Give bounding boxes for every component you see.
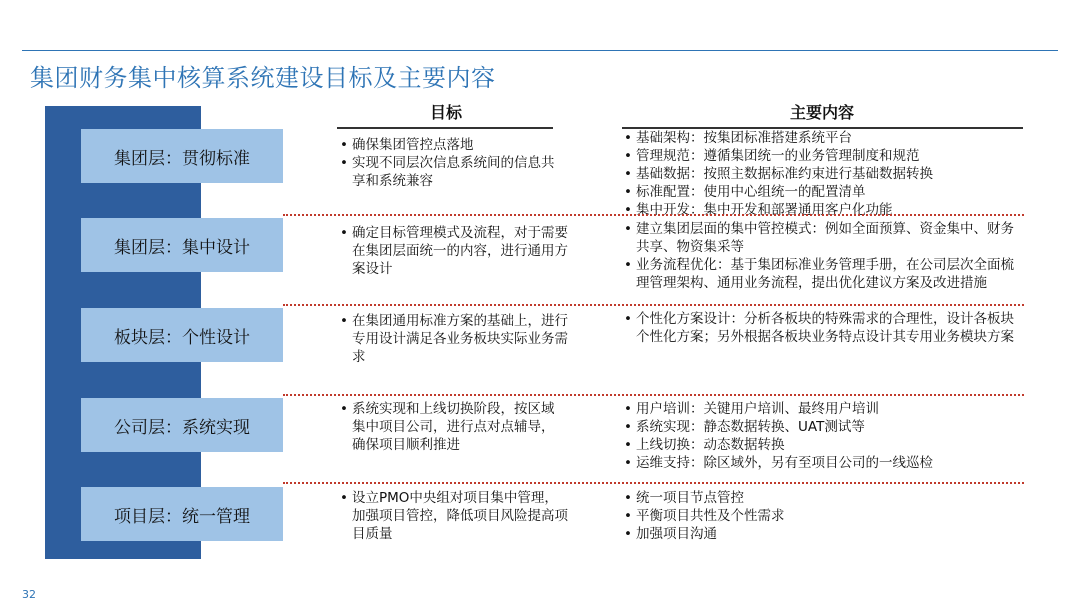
- page-title: 集团财务集中核算系统建设目标及主要内容: [30, 64, 496, 92]
- content-list: [622, 489, 1024, 543]
- list-item: • 设立PMO中央组对项目集中管理，加强项目管控，降低项目风险提高项目质量: [338, 489, 570, 543]
- content-list: [622, 129, 1024, 219]
- list-item: • 基础架构：按集团标准搭建系统平台: [622, 129, 1024, 147]
- goal-list: [338, 136, 558, 190]
- list-item: • 建立集团层面的集中管控模式：例如全面预算、资金集中、财务共享、物资集采等: [622, 220, 1024, 256]
- layer-box-group-standard: 集团层：贯彻标准: [81, 129, 283, 183]
- list-item: • 个性化方案设计：分析各板块的特殊需求的合理性，设计各板块个性化方案；另外根据各板块业务特点设计其专用业务模块方案: [622, 310, 1024, 346]
- goal-list: [338, 312, 570, 366]
- layer-box-company-implementation: 公司层：系统实现: [81, 398, 283, 452]
- list-item: • 基础数据：按照主数据标准约束进行基础数据转换: [622, 165, 1024, 183]
- layer-box-group-design: 集团层：集中设计: [81, 218, 283, 272]
- list-item: • 平衡项目共性及个性需求: [622, 507, 1024, 525]
- layer-box-project-management: 项目层：统一管理: [81, 487, 283, 541]
- list-item: • 运维支持：除区域外，另有至项目公司的一线巡检: [622, 454, 1024, 472]
- goal-list: [338, 400, 558, 454]
- list-item: • 上线切换：动态数据转换: [622, 436, 1024, 454]
- content-list: [622, 400, 1024, 472]
- header-content: 主要内容: [789, 103, 854, 122]
- header-goal: 目标: [429, 103, 462, 122]
- list-item: • 标准配置：使用中心组统一的配置清单: [622, 183, 1024, 201]
- list-item: • 实现不同层次信息系统间的信息共享和系统兼容: [338, 154, 558, 190]
- layer-box-segment-design: 板块层：个性设计: [81, 308, 283, 362]
- list-item: • 管理规范：遵循集团统一的业务管理制度和规范: [622, 147, 1024, 165]
- header-goal-rule: [337, 127, 553, 129]
- list-item: • 业务流程优化：基于集团标准业务管理手册，在公司层次全面梳理管理架构、通用业务流程，提出优化建议方案及改进措施: [622, 256, 1024, 292]
- top-rule: [22, 50, 1058, 51]
- page-number: 32: [22, 588, 36, 601]
- goal-list: [338, 224, 570, 278]
- list-item: • 加强项目沟通: [622, 525, 1024, 543]
- row-divider: [283, 214, 1024, 216]
- row-divider: [283, 304, 1024, 306]
- list-item: • 用户培训：关键用户培训、最终用户培训: [622, 400, 1024, 418]
- list-item: • 集中开发：集中开发和部署通用客户化功能: [622, 201, 1024, 219]
- content-list: [622, 220, 1024, 292]
- list-item: • 系统实现和上线切换阶段，按区域集中项目公司，进行点对点辅导，确保项目顺利推进: [338, 400, 558, 454]
- list-item: • 确定目标管理模式及流程，对于需要在集团层面统一的内容，进行通用方案设计: [338, 224, 570, 278]
- list-item: • 统一项目节点管控: [622, 489, 1024, 507]
- list-item: • 系统实现：静态数据转换、UAT测试等: [622, 418, 1024, 436]
- row-divider: [283, 394, 1024, 396]
- list-item: • 确保集团管控点落地: [338, 136, 558, 154]
- row-divider: [283, 482, 1024, 484]
- goal-list: [338, 489, 570, 543]
- content-list: [622, 310, 1024, 346]
- list-item: • 在集团通用标准方案的基础上，进行专用设计满足各业务板块实际业务需求: [338, 312, 570, 366]
